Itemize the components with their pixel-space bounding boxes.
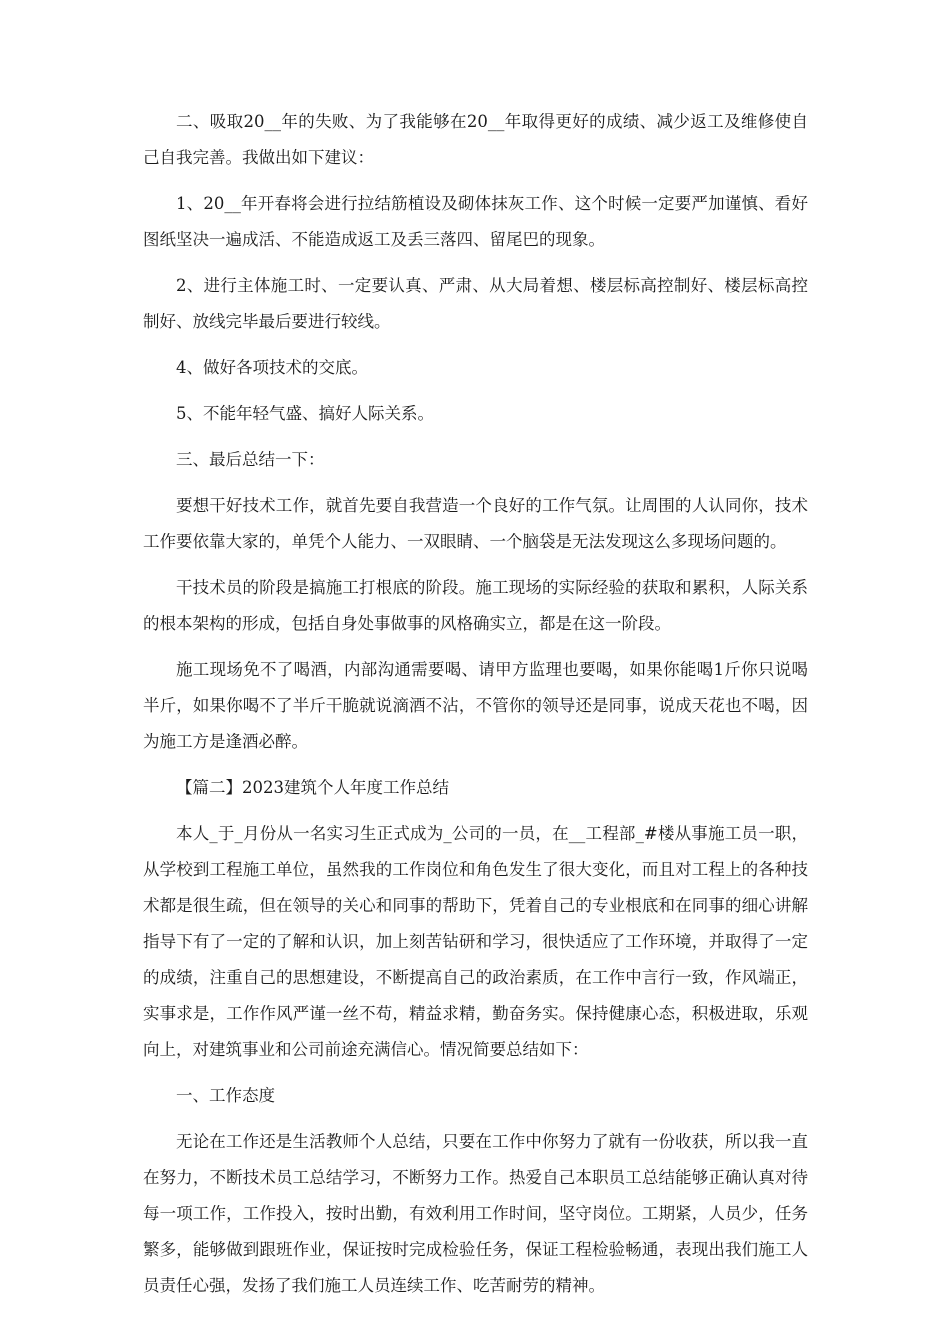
paragraph-suggestion-5: 5、不能年轻气盛、搞好人际关系。 — [176, 404, 434, 423]
paragraph-summary-1: 要想干好技术工作，就首先要自我营造一个良好的工作气氛。让周围的人认同你，技术工作要依靠大家的，单凭个人能力、一双眼睛、一个脑袋是无法发现这么多现场问题的。 — [143, 496, 808, 551]
paragraph-suggestions-intro: 二、吸取20__年的失败、为了我能够在20__年取得更好的成绩、减少返工及维修使自己自我完善。我做出如下建议： — [143, 112, 808, 167]
paragraph-summary-3: 施工现场免不了喝酒，内部沟通需要喝、请甲方监理也要喝，如果你能喝1斤你只说喝半斤，如果你喝不了半斤干脆就说滴酒不沾，不管你的领导还是同事，说成天花也不喝，因为施工方是逢酒必醉。 — [143, 660, 808, 751]
paragraph-summary-2: 干技术员的阶段是搞施工打根底的阶段。施工现场的实际经验的获取和累积，人际关系的根本架构的形成，包括自身处事做事的风格确实立，都是在这一阶段。 — [143, 578, 808, 633]
paragraph-suggestion-1: 1、20__年开春将会进行拉结筋植设及砌体抹灰工作、这个时候一定要严加谨慎、看好图纸坚决一遍成活、不能造成返工及丢三落四、留尾巴的现象。 — [143, 194, 808, 249]
paragraph-self-intro: 本人_于_月份从一名实习生正式成为_公司的一员，在__工程部_#楼从事施工员一职，从学校到工程施工单位，虽然我的工作岗位和角色发生了很大变化，而且对工程上的各种技术都是很生疏，但在领导的关心和同事的帮助下，凭着自己的专业根底和在同事的细心讲解指导下有了一定的了解和认识，加上刻苦钻研和学习，很快适应了工作环境，并取得了一定的成绩，注重自己的思想建设，不断提高自己的政治素质，在工作中言行一致，作风端正，实事求是，工作作风严谨一丝不苟，精益求精，勤奋务实。保持健康心态，积极进取，乐观向上，对建筑事业和公司前途充满信心。情况简要总结如下： — [143, 824, 808, 1059]
paragraph-suggestion-4: 4、做好各项技术的交底。 — [176, 358, 368, 377]
section-title-part-two: 【篇二】2023建筑个人年度工作总结 — [176, 778, 449, 797]
paragraph-summary-heading: 三、最后总结一下： — [176, 450, 325, 469]
document-body — [143, 104, 808, 1314]
paragraph-suggestion-2: 2、进行主体施工时、一定要认真、严肃、从大局着想、楼层标高控制好、楼层标高控制好、放线完毕最后要进行较线。 — [143, 276, 808, 331]
paragraph-work-attitude: 无论在工作还是生活教师个人总结，只要在工作中你努力了就有一份收获，所以我一直在努力，不断技术员工总结学习，不断努力工作。热爱自己本职员工总结能够正确认真对待每一项工作，工作投入，按时出勤，有效利用工作时间，坚守岗位。工期紧，人员少，任务繁多，能够做到跟班作业，保证按时完成检验任务，保证工程检验畅通，表现出我们施工人员责任心强，发扬了我们施工人员连续工作、吃苦耐劳的精神。 — [143, 1132, 808, 1295]
heading-work-attitude: 一、工作态度 — [176, 1086, 275, 1105]
